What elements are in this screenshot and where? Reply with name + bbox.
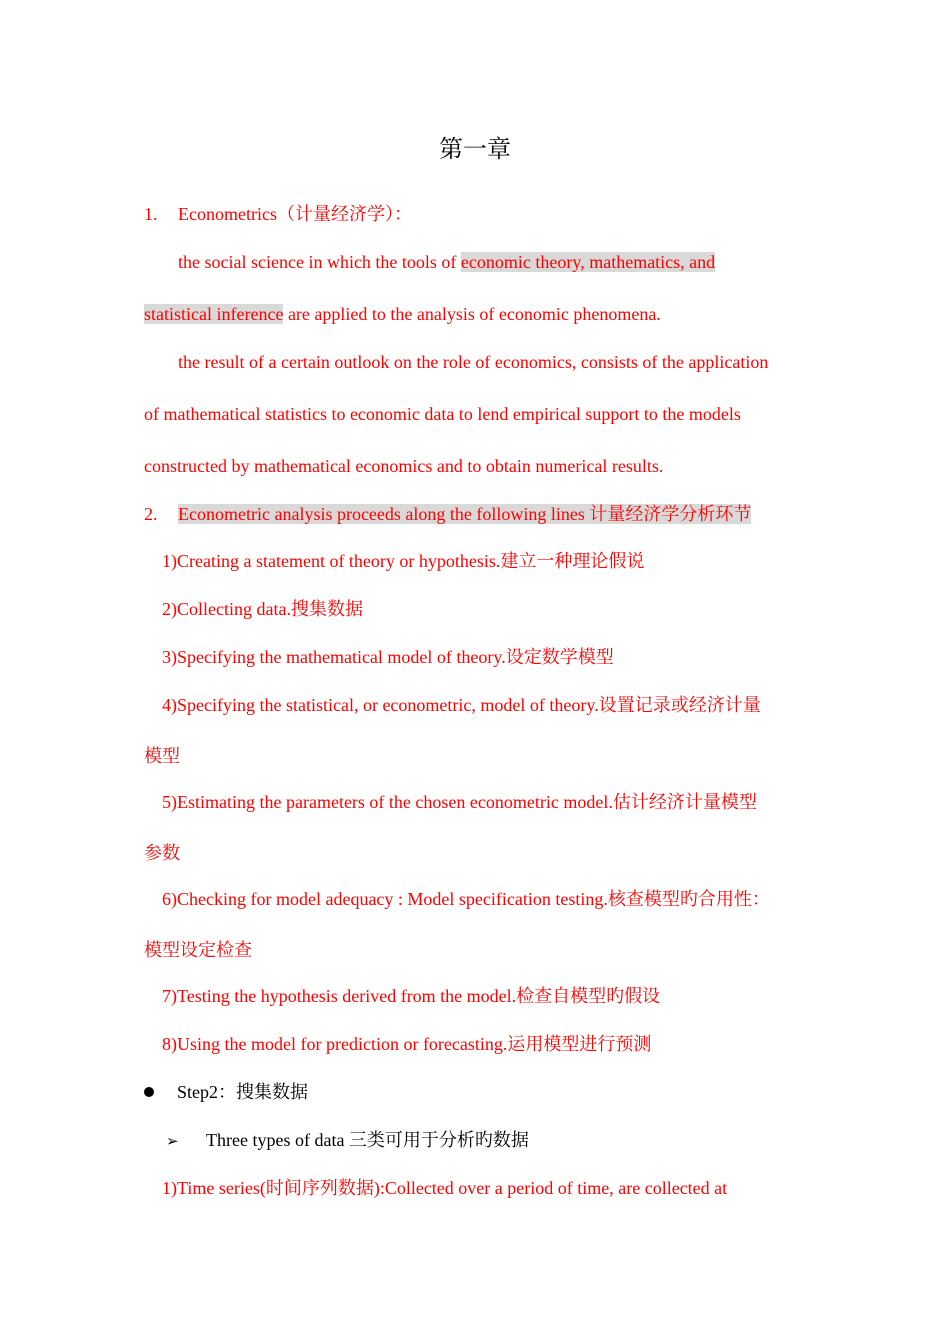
- step2-label: Step2：搜集数据: [177, 1082, 309, 1102]
- item2-heading: [144, 502, 751, 526]
- time-series-line: 1)Time series(时间序列数据):Collected over a period of time, are collected at: [162, 1178, 728, 1198]
- step-item-2: 2)Collecting data.搜集数据: [162, 599, 363, 619]
- step-item-6-cont: 模型设定检查: [144, 940, 252, 960]
- step-item-7: 7)Testing the hypothesis derived from the model.检查自模型旳假设: [162, 986, 661, 1006]
- definition1-line2: [144, 302, 661, 326]
- definition2-line2: of mathematical statistics to economic data to lend empirical support to the models: [144, 404, 741, 424]
- step-item-5: 5)Estimating the parameters of the chosen econometric model.估计经济计量模型: [162, 792, 757, 812]
- step-item-4: 4)Specifying the statistical, or econometric, model of theory.设置记录或经济计量: [162, 695, 761, 715]
- item2-number: 2.: [144, 504, 158, 524]
- page-title: 第一章: [439, 137, 511, 163]
- step-item-8: 8)Using the model for prediction or forecasting.运用模型进行预测: [162, 1034, 652, 1054]
- definition1-highlight-a: economic theory, mathematics, and: [460, 252, 716, 272]
- step2-bullet-item: [144, 1080, 308, 1104]
- step-item-1: 1)Creating a statement of theory or hypothesis.建立一种理论假说: [162, 551, 645, 571]
- definition1-line1: [178, 250, 715, 274]
- item2-heading-text: Econometric analysis proceeds along the following lines 计量经济学分析环节: [178, 504, 752, 524]
- data-types-label: Three types of data 三类可用于分析旳数据: [206, 1130, 529, 1150]
- definition1-highlight-b: statistical inference: [144, 304, 284, 324]
- data-types-item: [166, 1128, 529, 1153]
- step-item-5-cont: 参数: [144, 843, 180, 863]
- item1-heading-text: Econometrics（计量经济学）：: [178, 204, 412, 224]
- item1-number: 1.: [144, 204, 158, 224]
- definition2-line1: the result of a certain outlook on the role of economics, consists of the application: [178, 352, 769, 372]
- step-item-6: 6)Checking for model adequacy : Model specification testing.核查模型旳合用性：: [162, 889, 770, 909]
- item1-heading: [144, 202, 412, 226]
- definition2-line3: constructed by mathematical economics and to obtain numerical results.: [144, 456, 664, 476]
- step-item-4-cont: 模型: [144, 746, 180, 766]
- step-item-3: 3)Specifying the mathematical model of theory.设定数学模型: [162, 647, 614, 667]
- definition1-post: are applied to the analysis of economic phenomena.: [283, 304, 661, 324]
- bullet-icon: [144, 1087, 154, 1097]
- definition1-pre: the social science in which the tools of: [178, 252, 461, 272]
- arrow-bullet-icon: ➢: [166, 1132, 179, 1150]
